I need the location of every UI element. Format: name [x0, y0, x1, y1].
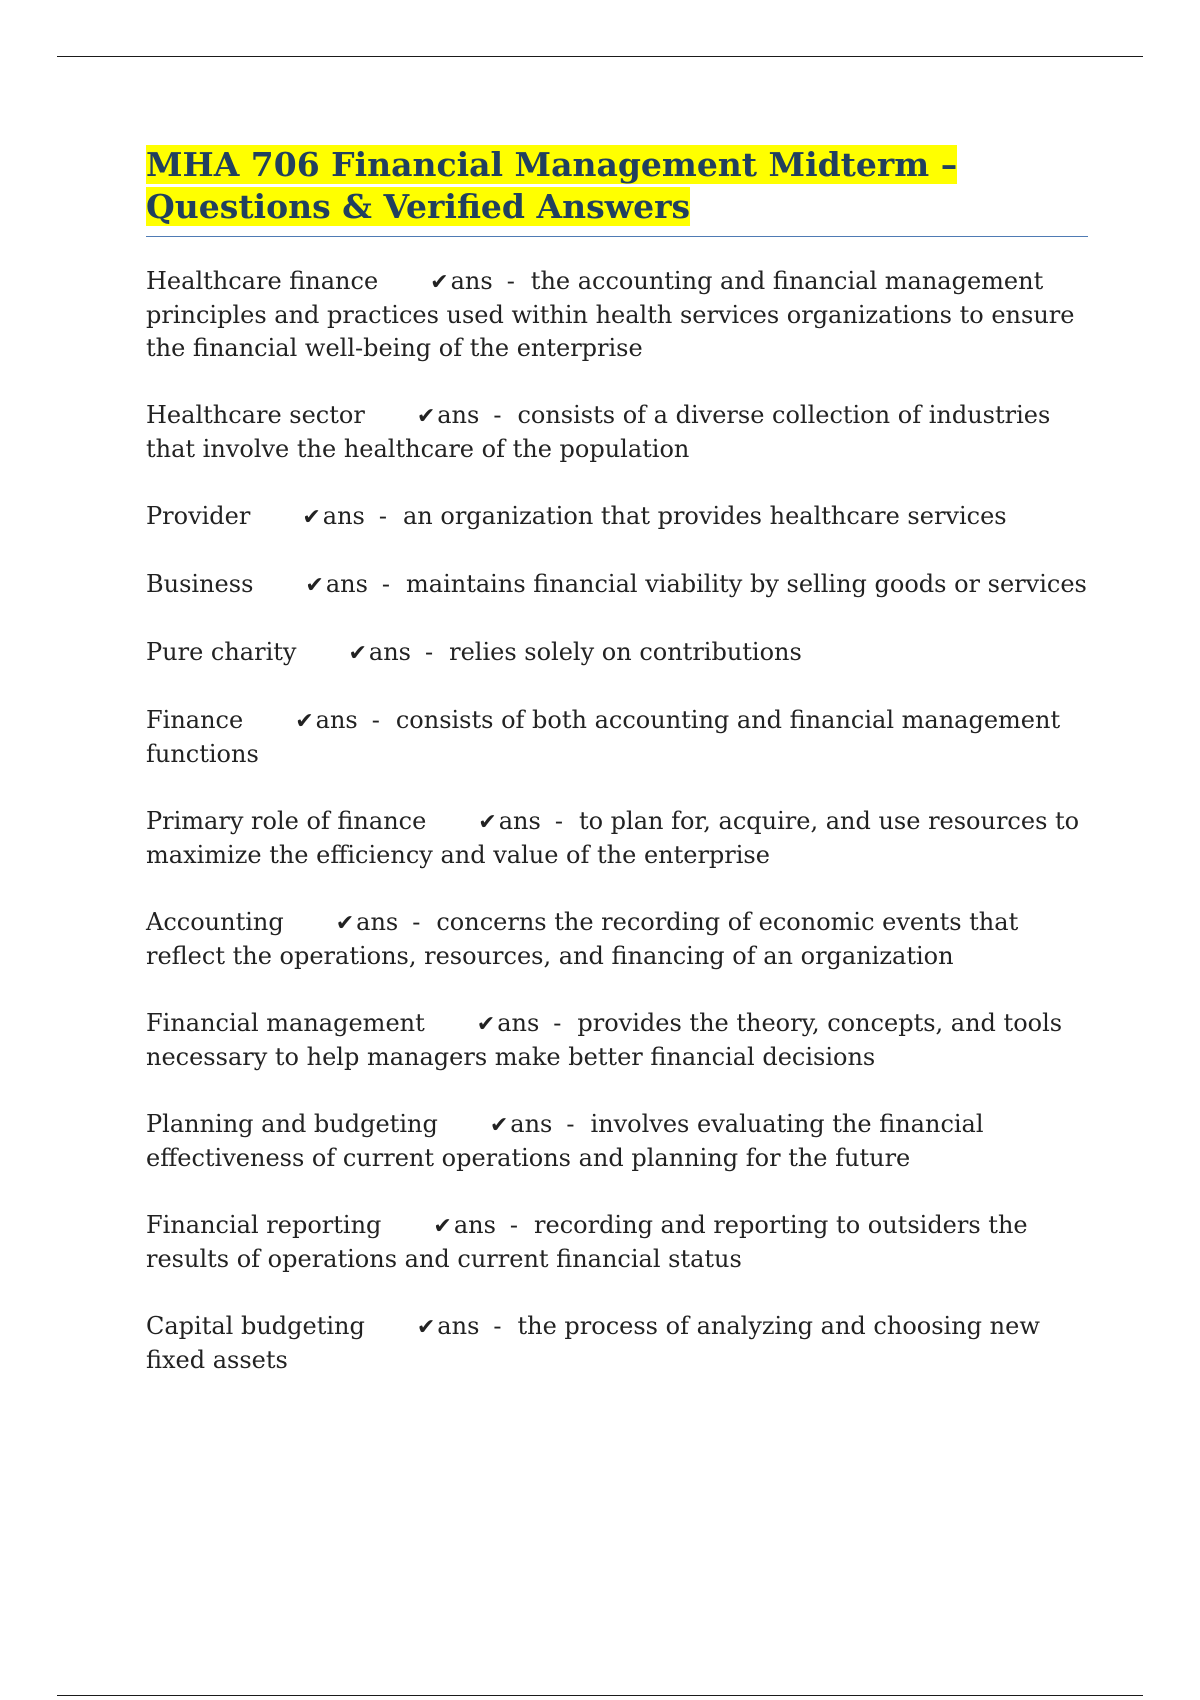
qa-item-8 [146, 906, 1088, 973]
separator-dash: - [554, 807, 563, 835]
qa-term: Business [146, 570, 254, 598]
qa-item-3 [146, 500, 1088, 534]
qa-list [146, 265, 1088, 1377]
checkmark-icon: ✔ [302, 505, 321, 530]
ans-label: ans [510, 1110, 553, 1138]
qa-term: Healthcare finance [146, 267, 379, 295]
checkmark-icon: ✔ [489, 1113, 509, 1138]
title-underline-rule [146, 236, 1088, 237]
separator-dash: - [371, 706, 380, 734]
qa-definition: to plan for, acquire, and use resources to maximize the efficiency and value of the enterprise [146, 807, 1080, 869]
qa-item-10 [146, 1108, 1088, 1175]
ans-label: ans [368, 638, 411, 666]
checkmark-icon: ✔ [335, 911, 355, 936]
qa-item-2 [146, 399, 1088, 466]
separator-dash: - [378, 502, 387, 530]
qa-definition: consists of both accounting and financial management functions [146, 706, 1061, 768]
separator-dash: - [412, 908, 421, 936]
qa-term: Primary role of finance [146, 807, 427, 835]
separator-dash: - [493, 1312, 502, 1340]
qa-definition: provides the theory, concepts, and tools necessary to help managers make better financial decisions [146, 1009, 1063, 1071]
qa-item-6 [146, 704, 1088, 771]
separator-dash: - [509, 1211, 519, 1239]
ans-label: ans [322, 502, 365, 530]
checkmark-icon: ✔ [348, 641, 367, 666]
document-title-text: MHA 706 Financial Management Midterm – Questions & Verified Answers [146, 145, 958, 226]
document-title [146, 144, 1088, 228]
ans-label: ans [450, 267, 493, 295]
qa-definition: concerns the recording of economic events that reflect the operations, resources, and financing of an organization [146, 908, 1019, 970]
checkmark-icon: ✔ [416, 1315, 436, 1340]
qa-definition: the accounting and financial management principles and practices used within health services organizations to ensure the financial well-being of the enterprise [146, 267, 1075, 362]
separator-dash: - [506, 267, 515, 295]
qa-definition: maintains financial viability by selling goods or services [406, 570, 1087, 598]
checkmark-icon: ✔ [295, 709, 314, 734]
checkmark-icon: ✔ [476, 1012, 496, 1037]
qa-item-1 [146, 265, 1088, 365]
qa-item-11 [146, 1209, 1088, 1276]
ans-label: ans [437, 401, 480, 429]
page-top-rule [57, 56, 1143, 57]
qa-item-9 [146, 1007, 1088, 1074]
qa-term: Financial reporting [146, 1211, 382, 1239]
ans-label: ans [315, 706, 358, 734]
ans-label: ans [498, 807, 541, 835]
qa-definition: an organization that provides healthcare services [402, 502, 1007, 530]
qa-definition: involves evaluating the financial effectiveness of current operations and planning for the future [146, 1110, 984, 1172]
qa-definition: relies solely on contributions [449, 638, 802, 666]
qa-term: Planning and budgeting [146, 1110, 438, 1138]
ans-label: ans [497, 1009, 540, 1037]
ans-label: ans [437, 1312, 480, 1340]
separator-dash: - [553, 1009, 562, 1037]
qa-item-5 [146, 636, 1088, 670]
document-content [146, 144, 1088, 1411]
qa-definition: consists of a diverse collection of industries that involve the healthcare of the population [146, 401, 1051, 463]
checkmark-icon: ✔ [433, 1214, 452, 1239]
qa-definition: the process of analyzing and choosing new fixed assets [146, 1312, 1040, 1374]
qa-term: Healthcare sector [146, 401, 365, 429]
checkmark-icon: ✔ [416, 404, 436, 429]
separator-dash: - [493, 401, 502, 429]
separator-dash: - [425, 638, 434, 666]
page-bottom-rule [57, 1695, 1143, 1696]
ans-label: ans [325, 570, 368, 598]
ans-label: ans [356, 908, 399, 936]
qa-item-7 [146, 805, 1088, 872]
qa-item-12 [146, 1310, 1088, 1377]
qa-term: Capital budgeting [146, 1312, 365, 1340]
qa-definition: recording and reporting to outsiders the results of operations and current financial status [146, 1211, 1028, 1273]
separator-dash: - [566, 1110, 575, 1138]
qa-term: Financial management [146, 1009, 425, 1037]
checkmark-icon: ✔ [430, 270, 449, 295]
checkmark-icon: ✔ [478, 810, 497, 835]
separator-dash: - [381, 570, 391, 598]
qa-term: Finance [146, 706, 244, 734]
ans-label: ans [453, 1211, 496, 1239]
qa-item-4 [146, 568, 1088, 602]
qa-term: Pure charity [146, 638, 297, 666]
qa-term: Accounting [146, 908, 284, 936]
qa-term: Provider [146, 502, 251, 530]
checkmark-icon: ✔ [305, 573, 324, 598]
